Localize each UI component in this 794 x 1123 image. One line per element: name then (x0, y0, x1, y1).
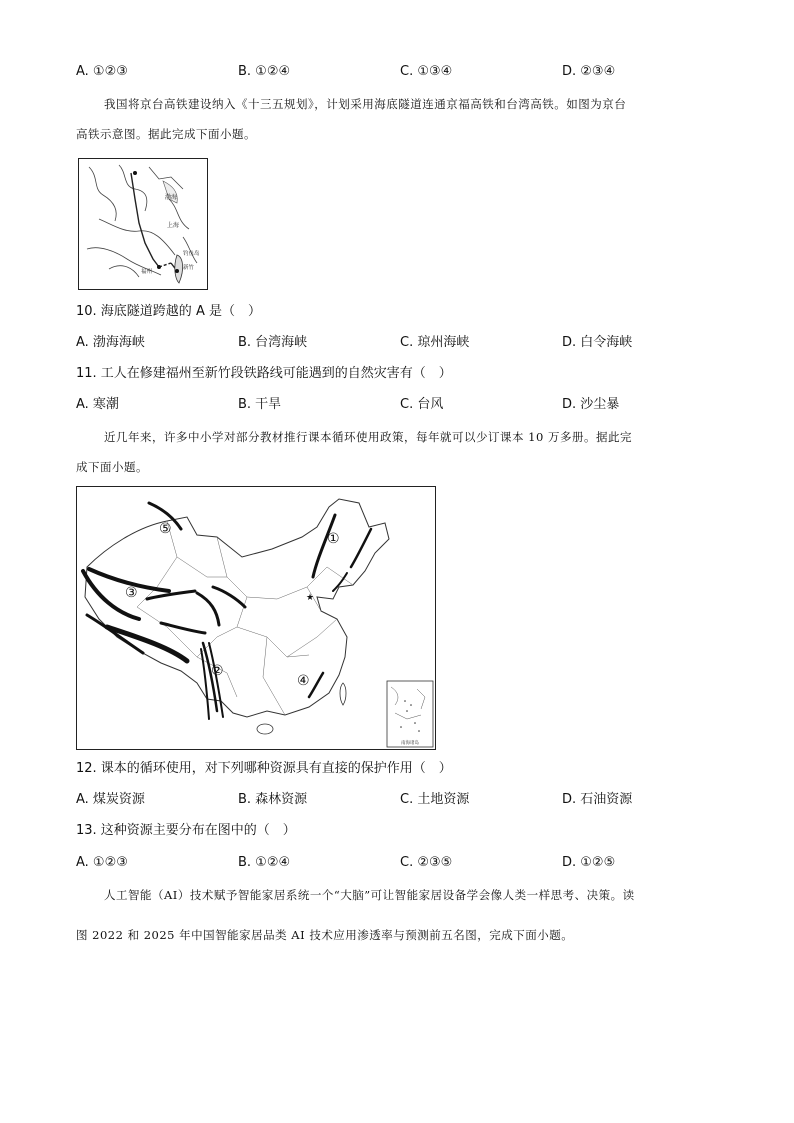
jingtai-railway-map (78, 158, 208, 290)
q9-option-d[interactable]: D. ②③④ (562, 64, 616, 79)
q11-option-c[interactable]: C. 台风 (400, 397, 444, 412)
map2-label-5: ⑤ (159, 521, 172, 537)
q13-options (76, 854, 736, 872)
map1-label-shanghai: 上海 (167, 222, 180, 229)
q13-option-c[interactable]: C. ②③⑤ (400, 855, 453, 870)
passage-jingtai-line2: 高铁示意图。据此完成下面小题。 (76, 127, 256, 141)
q9-option-a[interactable]: A. ①②③ (76, 64, 128, 79)
q11-stem: 11. 工人在修建福州至新竹段铁路线可能遇到的自然灾害有（ ） (76, 366, 452, 381)
q9-options (76, 63, 736, 81)
passage-ai-smart-home (76, 886, 721, 944)
q9-option-c[interactable]: C. ①③④ (400, 64, 453, 79)
q13-option-b[interactable]: B. ①②④ (238, 855, 291, 870)
map2-label-1: ① (327, 531, 340, 547)
map1-label-diaoyudao: 钓鱼岛 (183, 251, 200, 257)
q10-stem: 10. 海底隧道跨越的 A 是（ ） (76, 304, 261, 319)
q12-option-b[interactable]: B. 森林资源 (238, 792, 308, 807)
map2-label-2: ② (211, 663, 224, 679)
passage-textbook-line2: 成下面小题。 (76, 460, 148, 474)
q11-option-b[interactable]: B. 干旱 (238, 397, 282, 412)
q12-stem: 12. 课本的循环使用，对下列哪种资源具有直接的保护作用（ ） (76, 761, 452, 776)
q13-option-d[interactable]: D. ①②⑤ (562, 855, 616, 870)
q11-option-d[interactable]: D. 沙尘暴 (562, 397, 620, 412)
q10-option-a[interactable]: A. 渤海海峡 (76, 335, 145, 350)
map1-label-bohai: 渤海 (165, 194, 178, 201)
q10-option-d[interactable]: D. 白令海峡 (562, 335, 633, 350)
passage-textbook-recycling (76, 428, 721, 476)
map1-label-fuzhou: 福州 (141, 269, 153, 275)
map2-inset-label: 南海诸岛 (401, 741, 419, 746)
q10-option-c[interactable]: C. 琼州海峡 (400, 335, 470, 350)
passage-textbook-line1: 近几年来，许多中小学对部分教材推行课本循环使用政策，每年就可以少订课本 10 万多册。据此完 (104, 430, 632, 444)
passage-ai-line1: 人工智能（AI）技术赋予智能家居系统一个“大脑”可让智能家居设备学会像人类一样思考、决策。读 (104, 888, 635, 902)
q12-options (76, 791, 736, 809)
q12-option-c[interactable]: C. 土地资源 (400, 792, 470, 807)
q9-option-b[interactable]: B. ①②④ (238, 64, 291, 79)
q11-option-a[interactable]: A. 寒潮 (76, 397, 119, 412)
passage-jingtai (76, 95, 721, 143)
map2-label-3: ③ (125, 585, 138, 601)
q10-option-b[interactable]: B. 台湾海峡 (238, 335, 308, 350)
map1-label-xinzhu: 新竹 (183, 265, 195, 271)
passage-ai-line2: 图 2022 和 2025 年中国智能家居品类 AI 技术应用渗透率与预测前五名图，完成下面小题。 (76, 928, 574, 942)
q13-stem: 13. 这种资源主要分布在图中的（ ） (76, 823, 296, 838)
q12-option-d[interactable]: D. 石油资源 (562, 792, 633, 807)
map2-label-4: ④ (297, 673, 310, 689)
q13-option-a[interactable]: A. ①②③ (76, 855, 128, 870)
beijing-star-icon: ★ (306, 593, 315, 603)
q10-options (76, 334, 736, 352)
passage-jingtai-line1: 我国将京台高铁建设纳入《十三五规划》，计划采用海底隧道连通京福高铁和台湾高铁。如图为京台 (104, 97, 627, 111)
china-forest-map (76, 486, 436, 750)
q12-option-a[interactable]: A. 煤炭资源 (76, 792, 145, 807)
q11-options (76, 396, 736, 414)
